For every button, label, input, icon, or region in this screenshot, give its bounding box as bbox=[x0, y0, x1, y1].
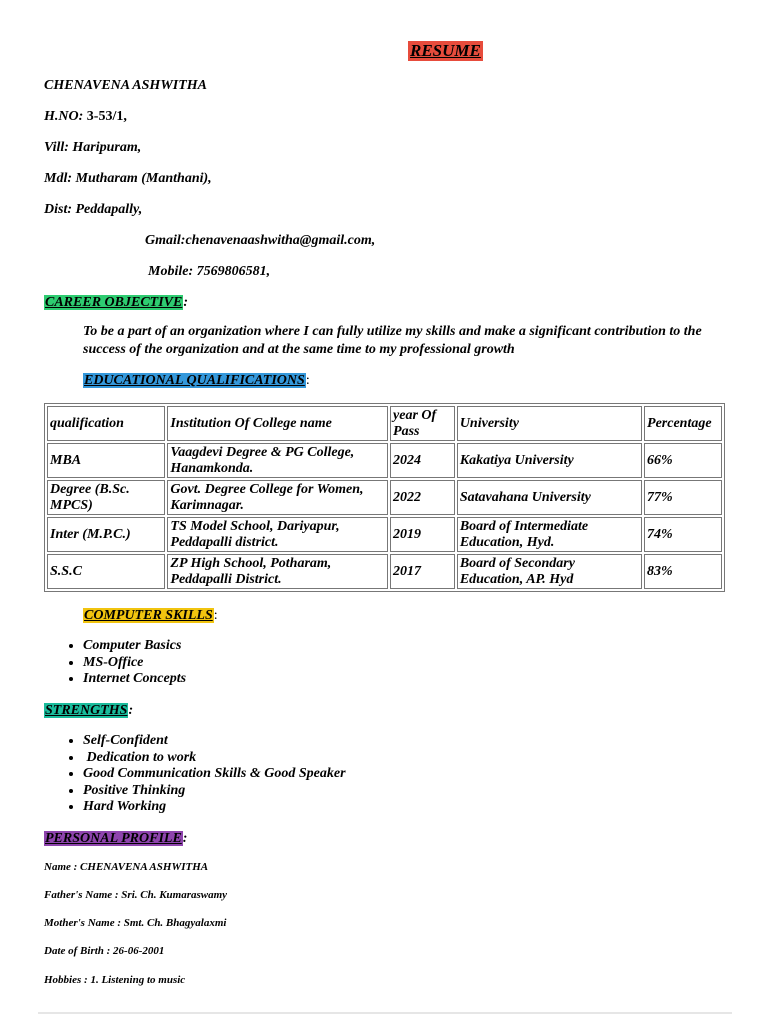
career-objective-heading: CAREER OBJECTIVE bbox=[45, 295, 183, 310]
strengths-list bbox=[44, 733, 346, 816]
list-item: • Internet Concepts bbox=[83, 671, 186, 688]
table-cell: 77% bbox=[644, 480, 722, 515]
computer-skills-heading-wrap bbox=[83, 607, 218, 624]
table-cell: Board of Intermediate Education, Hyd. bbox=[457, 517, 642, 552]
list-item: • Hard Working bbox=[83, 799, 346, 816]
table-header-cell: qualification bbox=[47, 406, 165, 441]
table-cell: Vaagdevi Degree & PG College, Hanamkonda. bbox=[167, 443, 388, 478]
table-cell: Inter (M.P.C.) bbox=[47, 517, 165, 552]
education-heading-wrap bbox=[83, 372, 310, 389]
personal-mother-name: Mother's Name : Smt. Ch. Bhagyalaxmi bbox=[44, 917, 227, 929]
mobile: Mobile: 7569806581, bbox=[148, 264, 271, 279]
personal-date-of-birth: Date of Birth : 26-06-2001 bbox=[44, 945, 165, 957]
career-heading-suffix: : bbox=[183, 295, 188, 310]
table-header-cell: Percentage bbox=[644, 406, 722, 441]
table-cell: 2022 bbox=[390, 480, 455, 515]
table-row bbox=[47, 443, 722, 478]
table-cell: TS Model School, Dariyapur, Peddapalli district. bbox=[167, 517, 388, 552]
table-cell: Board of Secondary Education, AP. Hyd bbox=[457, 554, 642, 589]
village: Vill: Haripuram, bbox=[44, 140, 142, 155]
table-cell: 2017 bbox=[390, 554, 455, 589]
list-item: • Dedication to work bbox=[83, 750, 346, 767]
career-objective-heading-wrap bbox=[44, 294, 188, 311]
list-item: • Computer Basics bbox=[83, 638, 186, 655]
personal-father-name: Father's Name : Sri. Ch. Kumaraswamy bbox=[44, 889, 228, 901]
list-item: • Positive Thinking bbox=[83, 783, 346, 800]
table-header-row bbox=[47, 406, 722, 441]
table-cell: 2024 bbox=[390, 443, 455, 478]
personal-name: Name : CHENAVENA ASHWITHA bbox=[44, 861, 209, 873]
email: Gmail:chenavenaashwitha@gmail.com, bbox=[145, 233, 376, 248]
table-cell: ZP High School, Potharam, Peddapalli District. bbox=[167, 554, 388, 589]
personal-hobbies: Hobbies : 1. Listening to music bbox=[44, 974, 186, 986]
table-row bbox=[47, 480, 722, 515]
table-cell: Govt. Degree College for Women, Karimnagar. bbox=[167, 480, 388, 515]
table-cell: Kakatiya University bbox=[457, 443, 642, 478]
computer-skills-heading: COMPUTER SKILLS bbox=[84, 608, 213, 623]
strengths-heading-suffix: : bbox=[128, 703, 134, 718]
table-cell: 74% bbox=[644, 517, 722, 552]
table-cell: Satavahana University bbox=[457, 480, 642, 515]
table-cell: 2019 bbox=[390, 517, 455, 552]
personal-heading-suffix: : bbox=[182, 831, 188, 846]
computer-skills-heading-suffix: : bbox=[213, 608, 218, 623]
table-header-cell: year Of Pass bbox=[390, 406, 455, 441]
table-cell: 83% bbox=[644, 554, 722, 589]
table-header-cell: University bbox=[457, 406, 642, 441]
education-heading: EDUCATIONAL QUALIFICATIONS bbox=[84, 373, 305, 388]
hno-label: H.NO: bbox=[44, 109, 84, 124]
education-table bbox=[44, 403, 725, 592]
table-cell: MBA bbox=[47, 443, 165, 478]
resume-title: RESUME bbox=[410, 41, 481, 60]
list-item: • MS-Office bbox=[83, 655, 186, 672]
district: Dist: Peddapally, bbox=[44, 202, 143, 217]
table-row bbox=[47, 517, 722, 552]
computer-skills-list bbox=[44, 638, 186, 688]
mandal: Mdl: Mutharam (Manthani), bbox=[44, 171, 212, 186]
personal-profile-heading-wrap bbox=[44, 830, 187, 847]
career-objective-text: To be a part of an organization where I can fully utilize my skills and make a significant contribution to the success of the organization and at the same time to my professional growth bbox=[83, 324, 702, 357]
strengths-heading: STRENGTHS bbox=[45, 703, 128, 718]
candidate-name: CHENAVENA ASHWITHA bbox=[44, 78, 207, 93]
house-number bbox=[44, 108, 127, 125]
table-cell: Degree (B.Sc. MPCS) bbox=[47, 480, 165, 515]
table-row bbox=[47, 554, 722, 589]
personal-profile-heading: PERSONAL PROFILE bbox=[45, 831, 182, 846]
education-heading-suffix: : bbox=[305, 373, 310, 388]
strengths-heading-wrap bbox=[44, 702, 133, 719]
table-header-cell: Institution Of College name bbox=[167, 406, 388, 441]
hno-value: 3-53/1, bbox=[86, 109, 127, 124]
list-item: • Good Communication Skills & Good Speaker bbox=[83, 766, 346, 783]
list-item: • Self-Confident bbox=[83, 733, 346, 750]
table-cell: S.S.C bbox=[47, 554, 165, 589]
page-bottom-divider bbox=[38, 1012, 732, 1014]
table-cell: 66% bbox=[644, 443, 722, 478]
